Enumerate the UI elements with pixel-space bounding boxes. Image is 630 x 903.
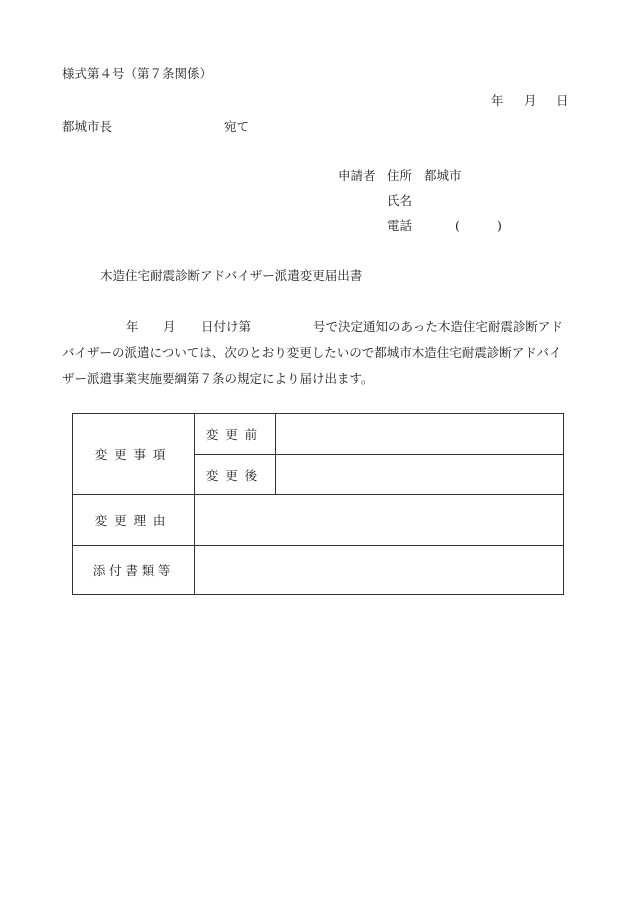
address-label: 住所 [387, 168, 413, 183]
body-line-2: バイザーの派遣については、次のとおり変更したいので都城市木造住宅耐震診断アドバイ [62, 345, 562, 360]
body-month: 月 [163, 319, 176, 334]
address-value: 都城市 [424, 168, 462, 183]
name-label: 氏名 [387, 193, 413, 208]
body-line-3: ザー派遣事業実施要綱第７条の規定により届け出ます。 [62, 371, 374, 386]
body-year: 年 [126, 319, 139, 334]
phone-paren-open: ( [455, 218, 460, 233]
addressee: 都城市長 [62, 119, 113, 134]
addressee-suffix: 宛て [224, 119, 250, 134]
before-label: 変更前 [195, 414, 276, 455]
change-items-label: 変更事項 [73, 414, 195, 495]
body-line1-rest: 号で決定通知のあった木造住宅耐震診断アド [313, 319, 563, 334]
date-month: 月 [524, 93, 537, 108]
date-year: 年 [491, 93, 504, 108]
attachments-value[interactable] [195, 546, 564, 595]
reason-value[interactable] [195, 495, 564, 546]
phone-label: 電話 [387, 218, 413, 233]
document-title: 木造住宅耐震診断アドバイザー派遣変更届出書 [100, 268, 363, 283]
attachments-label: 添付書類等 [73, 546, 195, 595]
body-line-1 [62, 314, 574, 340]
reason-label: 変更理由 [73, 495, 195, 546]
phone-paren-close: ) [497, 218, 502, 233]
after-value[interactable] [276, 455, 564, 495]
before-value[interactable] [276, 414, 564, 455]
change-table [72, 413, 564, 595]
body-paragraph [62, 314, 574, 392]
date-day: 日 [556, 93, 569, 108]
form-number: 様式第４号（第７条関係） [62, 66, 213, 81]
after-label: 変更後 [195, 455, 276, 495]
body-dated: 日付け第 [201, 319, 252, 334]
applicant-label: 申請者 [338, 168, 376, 183]
